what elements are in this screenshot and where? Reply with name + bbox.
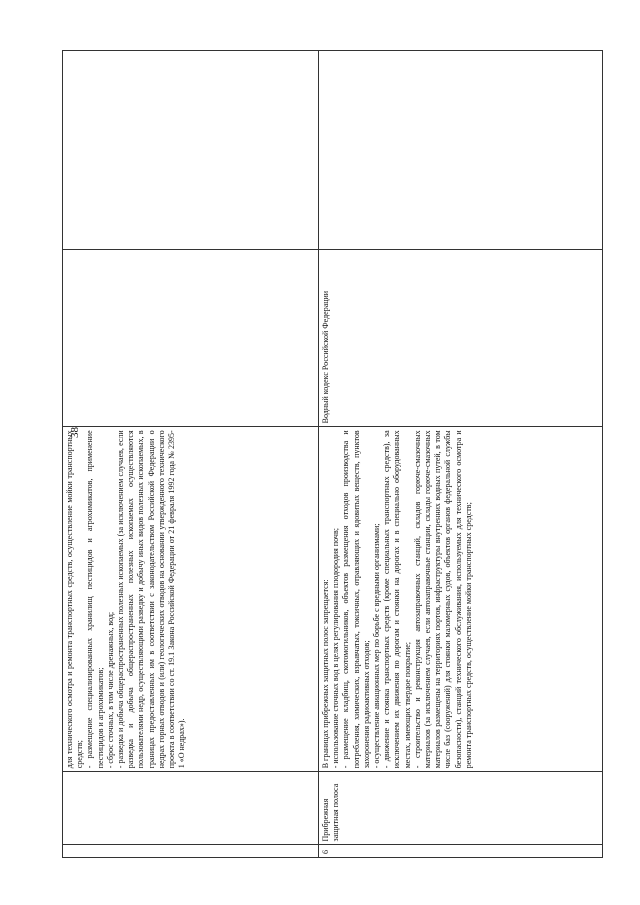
restriction-line: - размещение специализированных хранилищ пестицидов и агрохимикатов, применение пестицидов и агрохимикатов; — [85, 430, 105, 769]
restriction-line: - разведка и добыча общераспространенных полезных ископаемых (за исключением случаев, если разведка и добыча общераспространенных полезных ископаемых осуществляются пользователями недр, осуществляющими разведку и добычу иных видов полезных ископаемых, в границах предоставленных им в соответствии с законодательством Российской Федерации о недрах горных отводов и (или) геологических отводов на основании утвержденного технического проекта в соответствии со ст. 19.1 Закона Российской Федерации от 21 февраля 1992 года № 2395-1 «О недрах»). — [116, 430, 187, 769]
cell-extra-empty — [63, 51, 319, 250]
cell-number-empty — [63, 845, 319, 858]
cell-number: 6 — [319, 845, 603, 858]
rotated-table-container — [62, 50, 602, 858]
cell-document-empty — [63, 249, 319, 427]
table-row — [319, 51, 603, 858]
restriction-line: - строительство и реконструкция автозаправочных станций, складов горюче-смазочных материалов (за исключением случаев, если автозаправочные станции, склады горюче-смазочных материалов размещены на территориях портов, инфраструктуры внутренних водных путей, в том числе баз (сооружений) для стоянки маломерных судов, объектов органов федеральной службы безопасности), станций технического обслуживания, используемых для технического осмотра и ремонта транспортных средств, осуществление мойки транспортных средств; — [412, 430, 473, 769]
restriction-line: В границах прибрежных защитных полос запрещается: — [321, 579, 330, 769]
cell-restrictions-continued — [63, 427, 319, 772]
cell-extra-empty — [319, 51, 603, 250]
page-number: 38 — [69, 427, 81, 438]
restriction-line: для технического осмотра и ремонта транспортных средств, осуществление мойки транспортных средств; — [65, 430, 85, 769]
table-row-continued — [63, 51, 319, 858]
cell-document: Водный кодекс Российской Федерации — [319, 249, 603, 427]
restriction-line: - движение и стоянка транспортных средств (кроме специальных транспортных средств), за исключением их движения по дорогам и стоянки на дорогах и в специально оборудованных местах, имеющих твердое покрытие; — [382, 430, 412, 769]
restriction-line: - размещение кладбищ, скотомогильников, объектов размещения отходов производства и потребления, химических, взрывчатых, токсичных, отравляющих и ядовитых веществ, пунктов захоронения радиоактивных отходов; — [341, 430, 371, 769]
cell-restrictions — [319, 427, 603, 772]
cell-zone-name: Прибрежная защитная полоса — [319, 772, 603, 845]
restriction-line: - осуществление авиационных мер по борьбе с вредными организмами; — [372, 523, 382, 769]
cell-zone-empty — [63, 772, 319, 845]
document-table — [62, 50, 603, 858]
restriction-line: - использование сточных вод в целях регулирования плодородия почв; — [331, 528, 341, 769]
restriction-line: - сброс сточных, в том числе дренажных, вод; — [105, 611, 115, 769]
